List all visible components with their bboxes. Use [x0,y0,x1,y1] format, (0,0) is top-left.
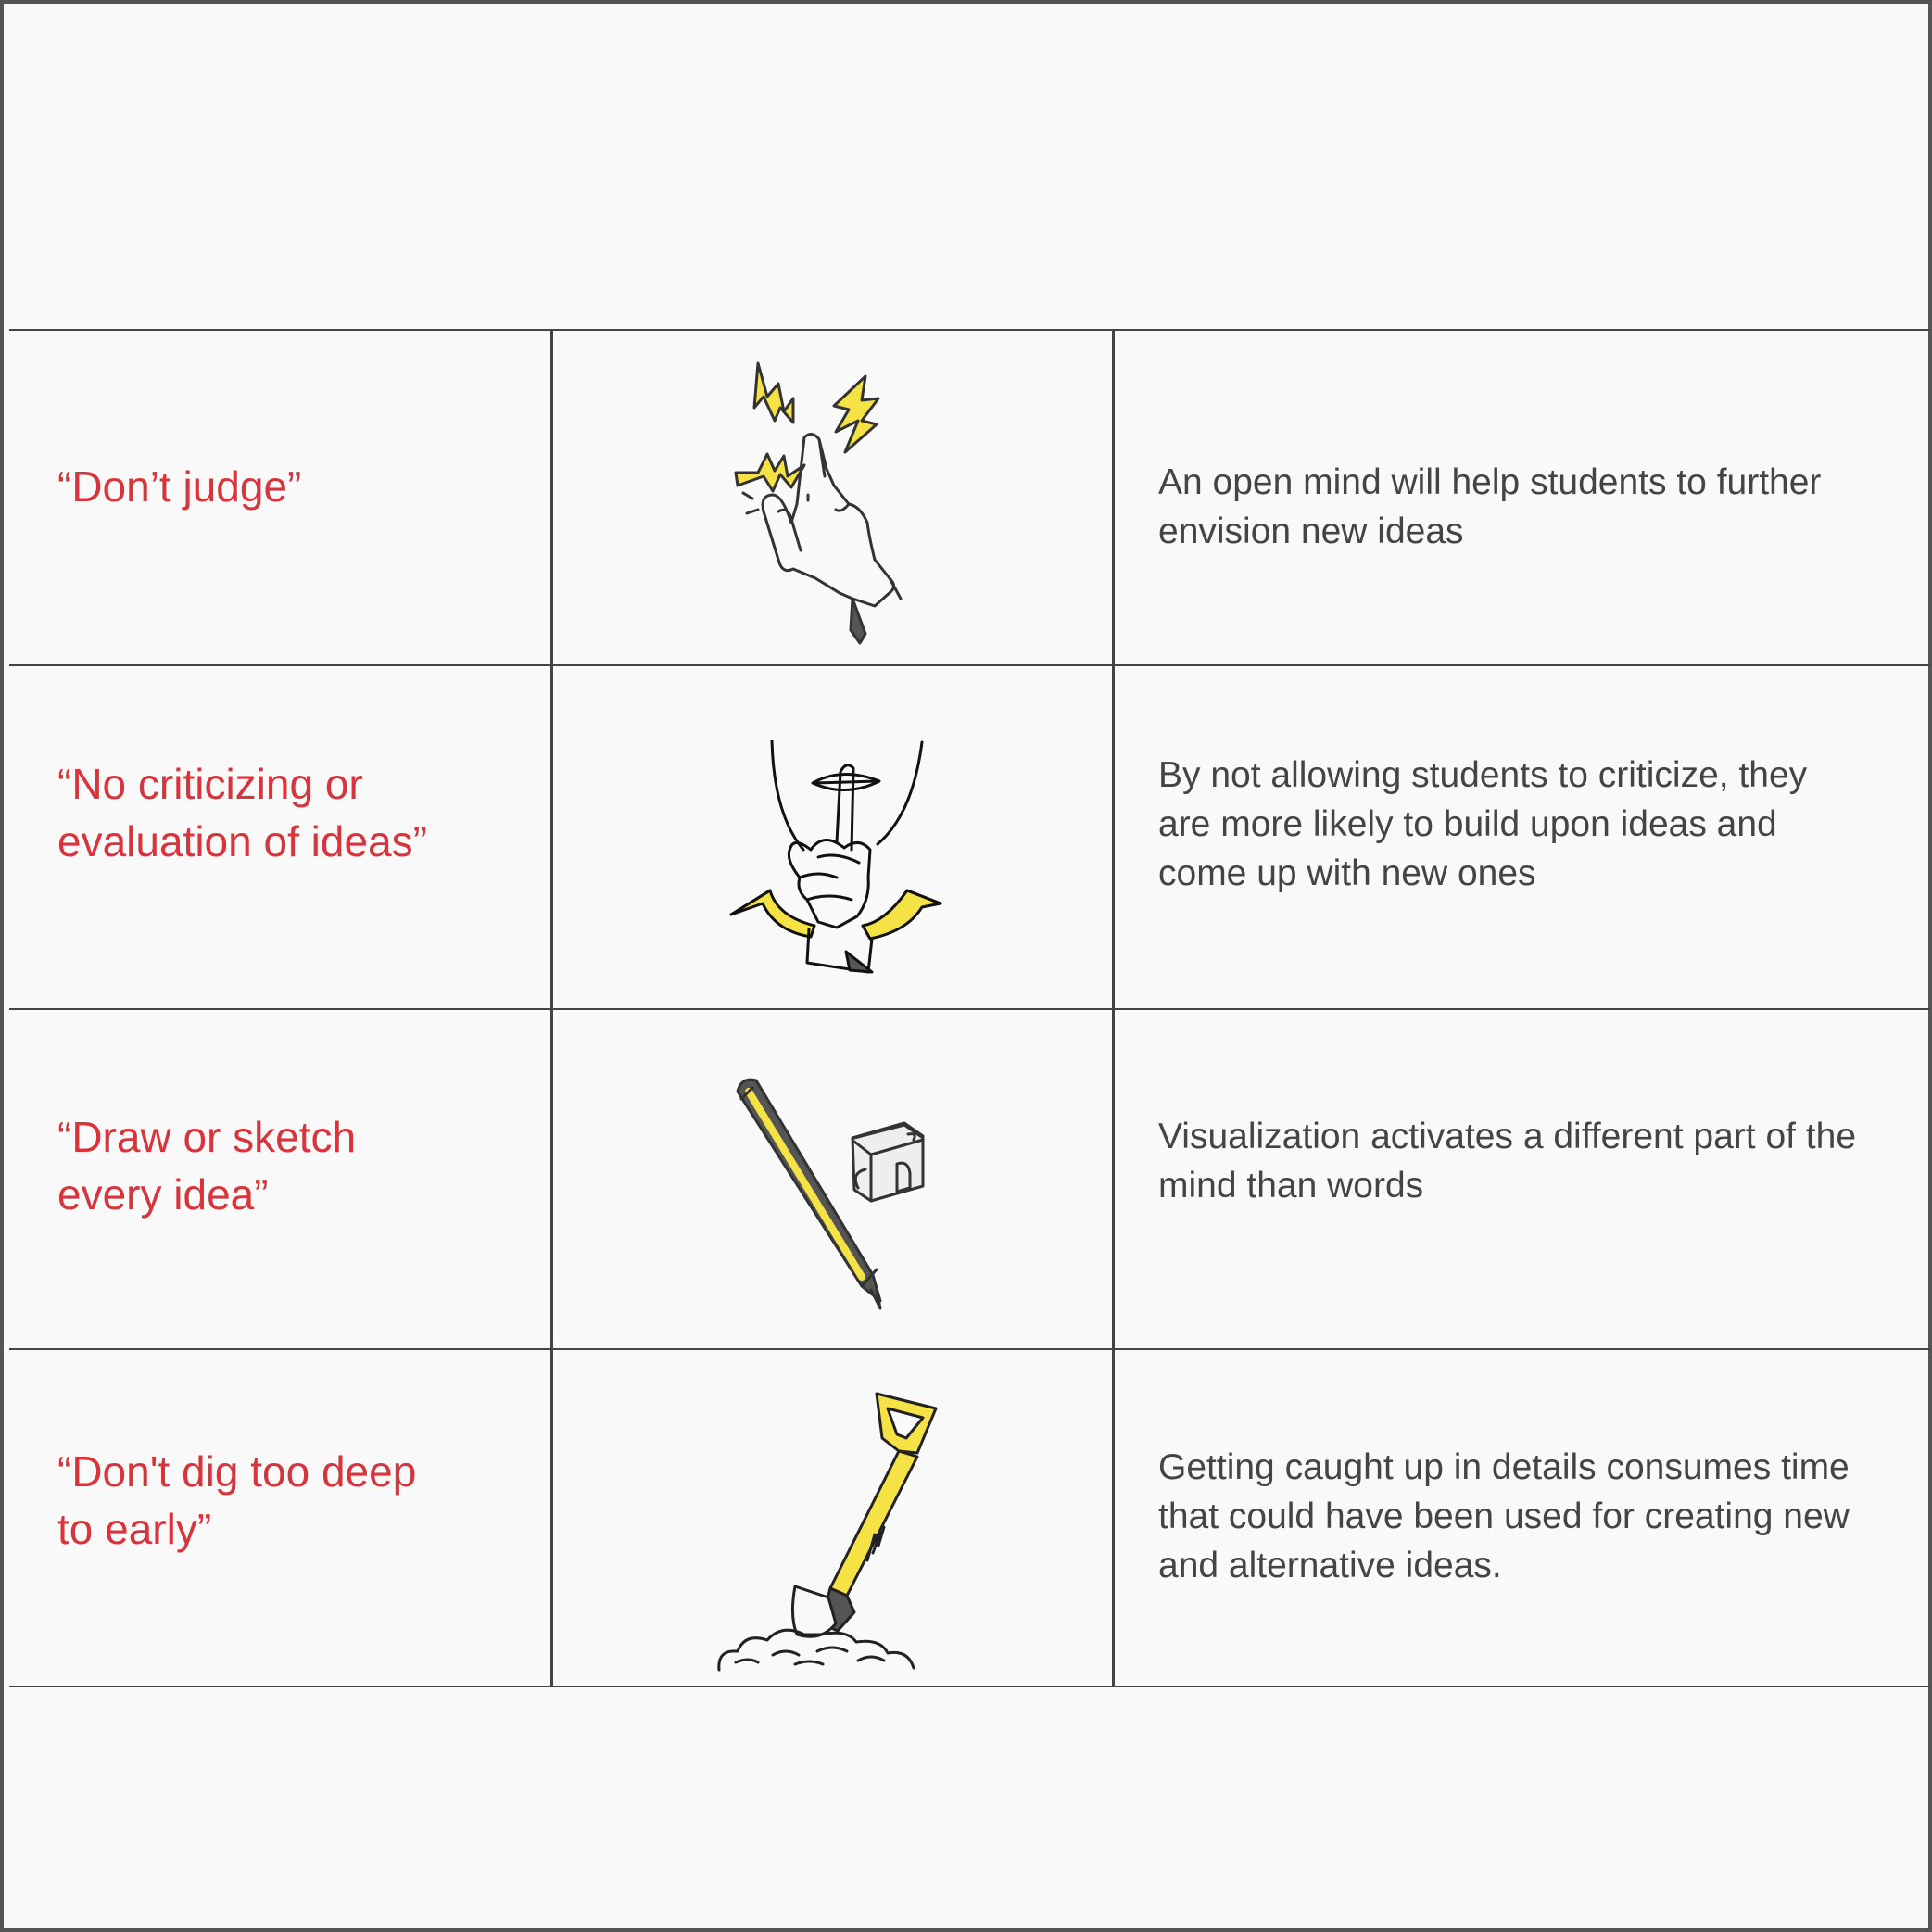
shush-finger-icon [722,740,944,991]
rule-quote-dont-dig-too-deep: “Don't dig too deep to early” [57,1447,417,1553]
rule-quote-no-criticizing: “No criticizing or evaluation of ideas” [57,760,427,865]
table-top-border [9,329,1930,331]
rule-description: Getting caught up in details consumes time that could have been used for creating new and alternative ideas. [1158,1447,1850,1585]
column-divider [1112,329,1115,1687]
column-divider [550,329,553,1687]
pencil-sharpener-icon [732,1071,936,1312]
row-divider [9,1348,1930,1350]
rule-description: By not allowing students to criticize, they are more likely to build upon ideas and come up with new ones [1158,755,1808,893]
row-divider [9,1008,1930,1010]
shovel-icon [717,1386,940,1673]
snapping-fingers-icon [726,356,940,652]
table-bottom-border [9,1686,1930,1687]
rule-description: An open mind will help students to further envision new ideas [1158,462,1822,551]
rule-quote-draw-or-sketch: “Draw or sketch every idea” [57,1113,357,1219]
row-divider [9,664,1930,666]
rule-quote-dont-judge: “Don’t judge” [57,462,302,511]
rule-description: Visualization activates a different part of the mind than words [1158,1117,1857,1206]
